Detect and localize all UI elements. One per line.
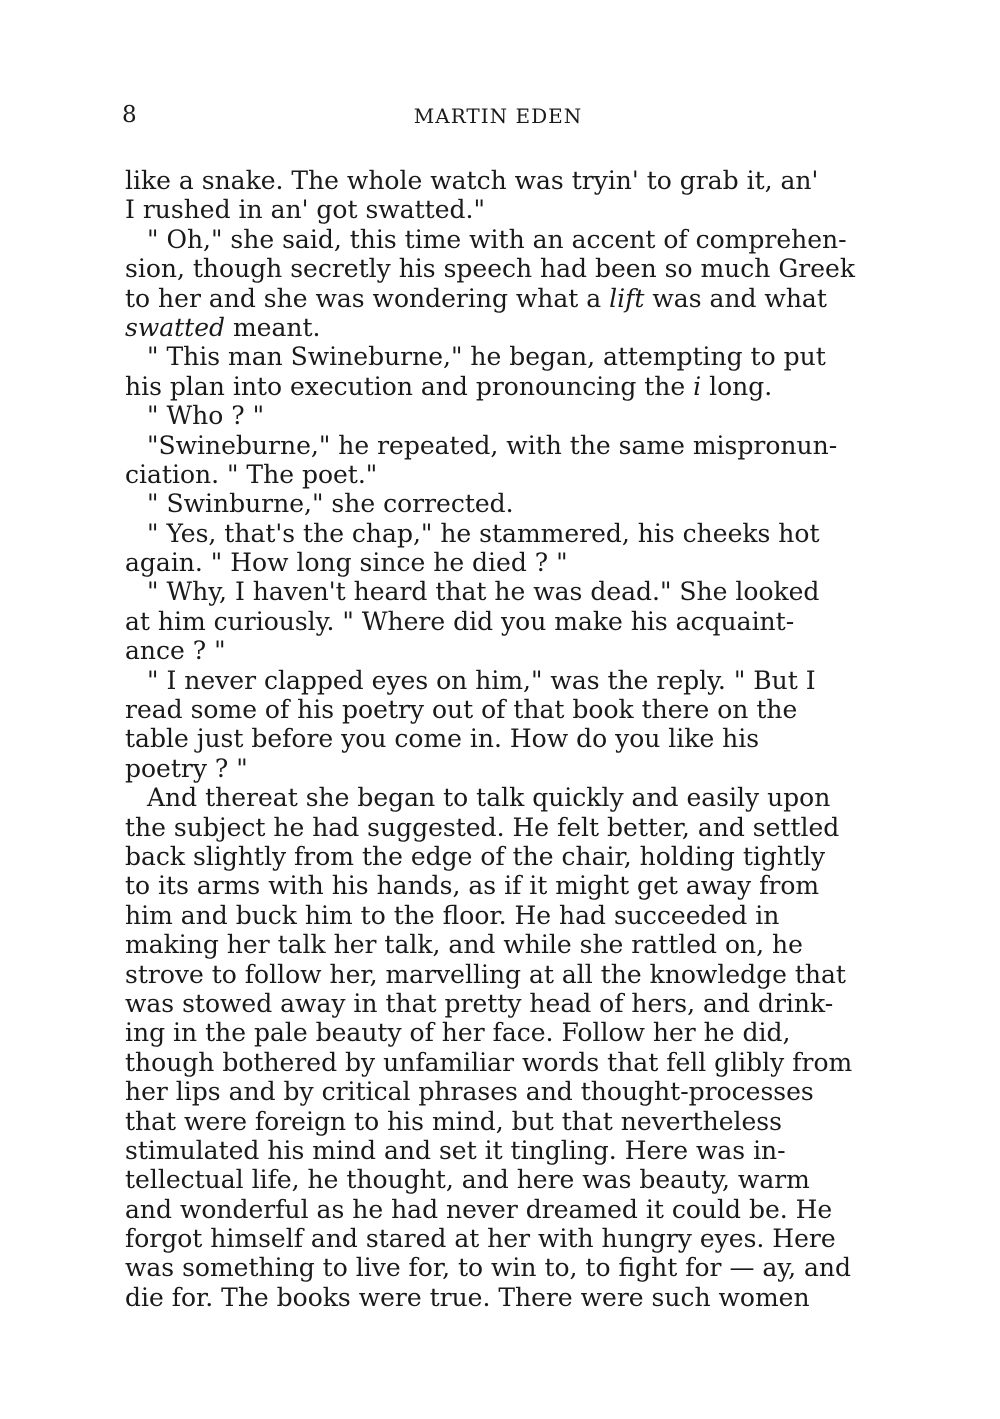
text-line: table just before you come in. How do you like his <box>125 724 760 754</box>
text-line: was stowed away in that pretty head of hers, and drink- <box>125 988 834 1018</box>
page-number: 8 <box>122 102 137 128</box>
text-line: And thereat she began to talk quickly and easily upon <box>147 783 831 813</box>
text-line: " Oh," she said, this time with an accent of comprehen- <box>147 224 847 254</box>
text-line: ing in the pale beauty of her face. Follow her he did, <box>125 1018 791 1048</box>
text-line: " Swinburne," she corrected. <box>147 489 514 519</box>
text-line: making her talk her talk, and while she rattled on, he <box>125 930 803 960</box>
text-line: back slightly from the edge of the chair, holding tightly <box>125 841 826 871</box>
text-line: stimulated his mind and set it tingling. Here was in- <box>125 1135 786 1165</box>
text-line: "Swineburne," he repeated, with the same mispronun- <box>147 430 838 460</box>
text-line: and wonderful as he had never dreamed it could be. He <box>125 1194 833 1224</box>
text-line: poetry ? " <box>125 753 248 783</box>
text-line: strove to follow her, marvelling at all the knowledge that <box>125 959 846 989</box>
text-line: at him curiously. " Where did you make his acquaint- <box>125 606 795 636</box>
text-line: I rushed in an' got swatted." <box>125 195 485 225</box>
text-line: him and buck him to the floor. He had succeeded in <box>125 900 780 930</box>
text-line: again. " How long since he died ? " <box>125 548 568 578</box>
text-line: was something to live for, to win to, to fight for — ay, and <box>125 1253 852 1283</box>
text-line: " I never clapped eyes on him," was the reply. " But I <box>147 665 816 695</box>
text-line: tellectual life, he thought, and here was beauty, warm <box>125 1165 810 1195</box>
text-line: sion, though secretly his speech had been so much Greek <box>125 254 855 284</box>
emphasis-word: swatted <box>125 312 226 342</box>
text-line: the subject he had suggested. He felt better, and settled <box>125 812 840 842</box>
text-line: that were foreign to his mind, but that nevertheless <box>125 1106 782 1136</box>
text-line: to her and she was wondering what a lift was and what <box>125 283 827 313</box>
text-line: forgot himself and stared at her with hungry eyes. Here <box>125 1224 836 1254</box>
emphasis-word: i <box>693 371 702 401</box>
page-header <box>122 102 874 132</box>
text-line: " Yes, that's the chap," he stammered, his cheeks hot <box>147 518 820 548</box>
text-line: read some of his poetry out of that book there on the <box>125 695 798 725</box>
body-text <box>125 166 875 1312</box>
text-line: his plan into execution and pronouncing the i long. <box>125 371 773 401</box>
text-line: her lips and by critical phrases and thought-processes <box>125 1077 814 1107</box>
running-title: MARTIN EDEN <box>413 104 583 128</box>
text-line: ance ? " <box>125 636 226 666</box>
text-line: die for. The books were true. There were such women <box>125 1282 810 1312</box>
text-line: to its arms with his hands, as if it might get away from <box>125 871 820 901</box>
text-line: swatted meant. <box>125 312 321 342</box>
emphasis-word: lift <box>609 283 645 313</box>
text-line: like a snake. The whole watch was tryin' to grab it, an' <box>125 166 819 195</box>
text-line: though bothered by unfamiliar words that fell glibly from <box>125 1047 853 1077</box>
text-line: " Why, I haven't heard that he was dead." She looked <box>147 577 820 607</box>
text-line: ciation. " The poet." <box>125 459 378 489</box>
text-line: " Who ? " <box>147 401 265 431</box>
text-line: " This man Swineburne," he began, attempting to put <box>147 342 826 372</box>
